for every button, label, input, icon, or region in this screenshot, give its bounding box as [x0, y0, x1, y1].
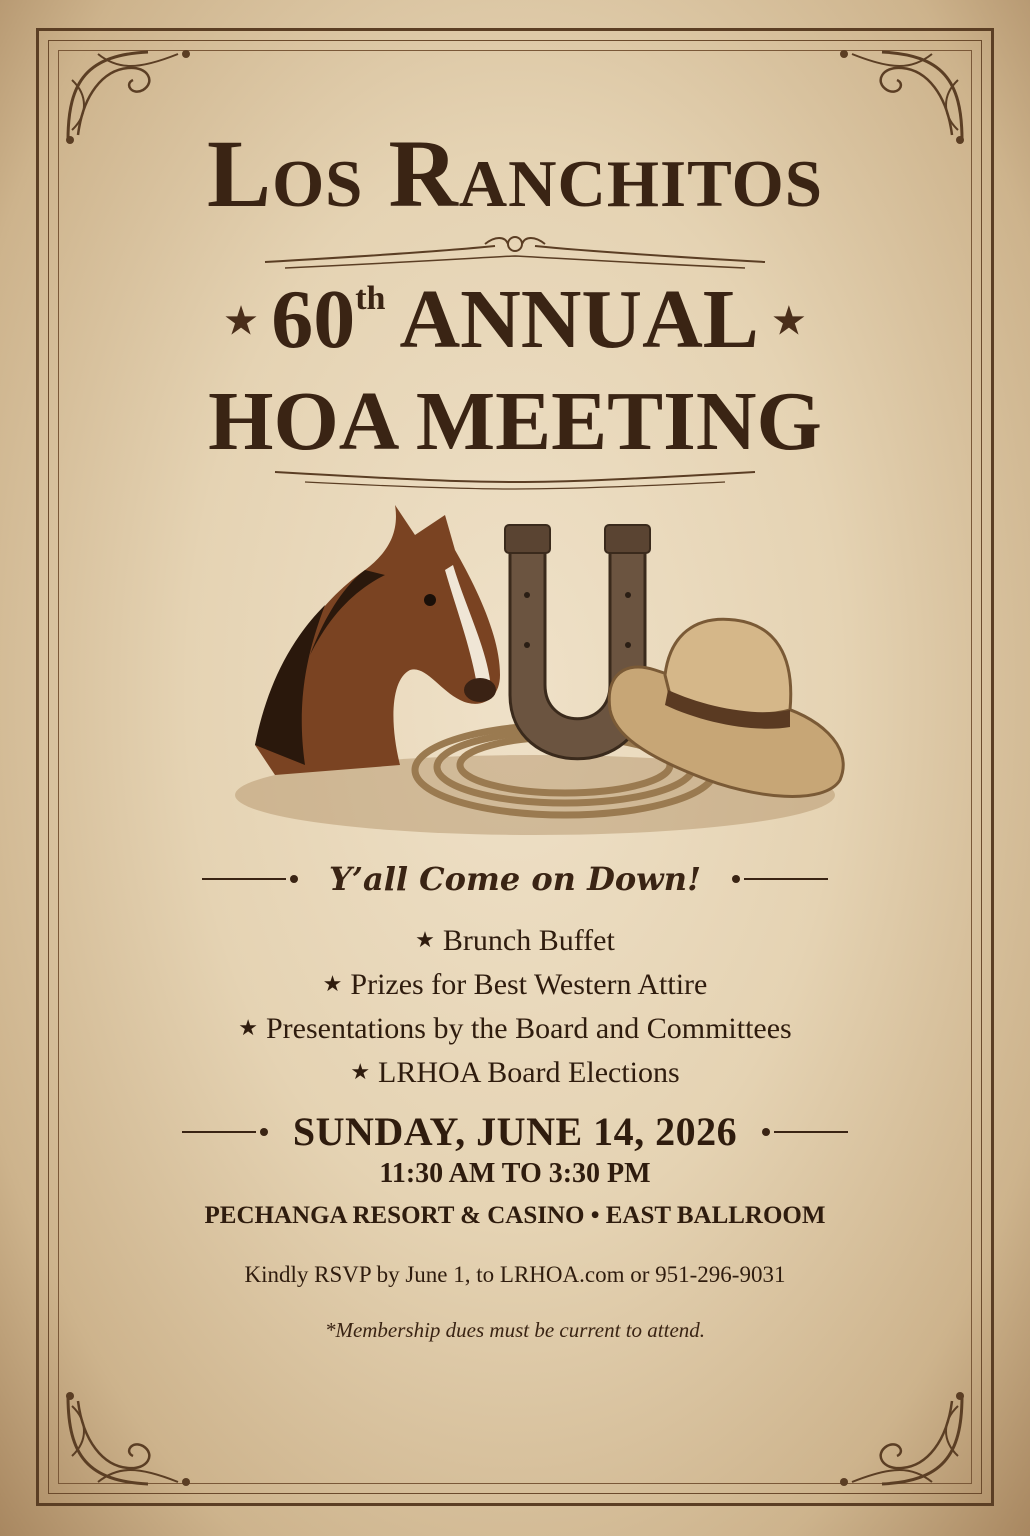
star-icon: ★ [350, 1059, 371, 1084]
list-item [0, 918, 1030, 962]
feature-label: LRHOA Board Elections [378, 1056, 680, 1089]
star-icon: ★ [415, 927, 435, 952]
feature-label: Brunch Buffet [442, 924, 615, 957]
star-icon: ★ [772, 301, 806, 341]
divider-rule-icon [182, 1126, 272, 1138]
star-icon: ★ [224, 301, 258, 341]
event-time: 11:30 AM TO 3:30 PM [379, 1158, 651, 1189]
anniversary-number: 60 [271, 273, 356, 366]
star-icon: ★ [322, 971, 343, 996]
annual-word: ANNUAL [399, 273, 759, 366]
ordinal-suffix: th [355, 280, 386, 317]
meeting-heading: HOA MEETING [208, 375, 822, 468]
feature-label: Presentations by the Board and Committees [265, 1012, 792, 1045]
list-item [0, 962, 1030, 1006]
tagline-row [0, 860, 1030, 898]
community-name: Los Ranchitos [207, 120, 823, 227]
membership-note: *Membership dues must be current to attend. [324, 1318, 706, 1342]
list-item [0, 1050, 1030, 1094]
date-row [0, 1108, 1030, 1155]
anniversary-heading [0, 273, 1030, 366]
divider-rule-icon [202, 873, 302, 885]
corner-flourish-icon [822, 1386, 972, 1496]
horse-horseshoe-hat-illustration [215, 495, 855, 835]
list-item [0, 1006, 1030, 1050]
divider-rule-icon [758, 1126, 848, 1138]
tagline: Y’all Come on Down! [328, 860, 702, 898]
event-date: SUNDAY, JUNE 14, 2026 [292, 1109, 738, 1154]
event-venue: PECHANGA RESORT & CASINO • EAST BALLROOM [204, 1202, 826, 1229]
ornamental-divider-icon [0, 232, 1030, 276]
feature-list [0, 918, 1030, 1094]
feature-label: Prizes for Best Western Attire [350, 968, 708, 1001]
ornamental-divider-icon [0, 462, 1030, 496]
divider-rule-icon [728, 873, 828, 885]
star-icon: ★ [238, 1015, 258, 1040]
rsvp-text: Kindly RSVP by June 1, to LRHOA.com or 951-296-9031 [244, 1262, 786, 1287]
corner-flourish-icon [58, 1386, 208, 1496]
